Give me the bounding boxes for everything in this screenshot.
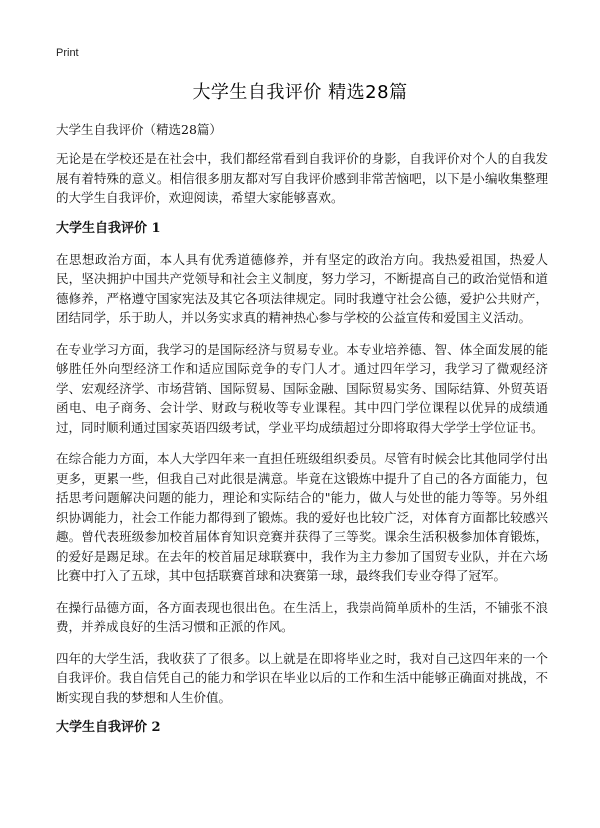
section-paragraph: 在专业学习方面，我学习的是国际经济与贸易专业。本专业培养德、智、体全面发展的能够胜任外向型经济工作和适应国际竞争的专门人才。通过四年学习，我学习了微观经济学、宏观经济学、市场营销、国际贸易、国际金融、国际贸易实务、国际结算、外贸英语函电、电子商务、会计学、财政与税收等专业课程。其中四门学位课程以优异的成绩通过，同时顺利通过国家英语四级考试，学业平均成绩超过分即将取得大学学士学位证书。 bbox=[56, 341, 548, 435]
article-body bbox=[56, 120, 548, 749]
section-heading: 大学生自我评价 1 bbox=[56, 220, 161, 236]
section-heading: 大学生自我评价 2 bbox=[56, 720, 161, 735]
intro-paragraph: 无论是在学校还是在社会中，我们都经常看到自我评价的身影，自我评价对个人的自我发展有着特殊的意义。相信很多朋友都对写自我评价感到非常苦恼吧，以下是小编收集整理的大学生自我评价，欢迎阅读，希望大家能够喜欢。 bbox=[56, 151, 548, 205]
section-paragraph: 在思想政治方面，本人具有优秀道德修养，并有坚定的政治方向。我热爱祖国，热爱人民，坚决拥护中国共产党领导和社会主义制度，努力学习，不断提高自己的政治觉悟和道德修养，严格遵守国家宪法及其它各项法律规定。同时我遵守社会公德，爱护公共财产，团结同学，乐于助人，并以务实求真的精神热心参与学校的公益宣传和爱国主义活动。 bbox=[56, 251, 548, 325]
section-paragraph: 在操行品德方面，各方面表现也很出色。在生活上，我崇尚简单质朴的生活，不铺张不浪费，并养成良好的生活习惯和正派的作风。 bbox=[56, 599, 548, 634]
article-subtitle: 大学生自我评价（精选28篇） bbox=[56, 122, 222, 137]
page-title: 大学生自我评价 精选28篇 bbox=[192, 82, 408, 103]
section-paragraph: 四年的大学生活，我收获了了很多。以上就是在即将毕业之时，我对自己这四年来的一个自我评价。我自信凭自己的能力和学识在毕业以后的工作和生活中能够正确面对挑战，不断实现自我的梦想和人生价值。 bbox=[56, 650, 548, 705]
section-paragraph: 在综合能力方面，本人大学四年来一直担任班级组织委员。尽管有时候会比其他同学付出更多，更累一些，但我自己对此很是满意。毕竟在这锻炼中提升了自己的各方面能力，包括思考问题解决问题的能力，理论和实际结合的"能力，做人与处世的能力等等。另外组织协调能力，社会工作能力都得到了锻炼。我的爱好也比较广泛，对体育方面都比较感兴趣。曾代表班级参加校首届体育知识竞赛并获得了三等奖。课余生活积极参加体育锻炼，的爱好是踢足球。在去年的校首届足球联赛中，我作为主力参加了国贸专业队，并在六场比赛中打入了五球，其中包括联赛首球和决赛第一球，最终我们专业夺得了冠军。 bbox=[56, 451, 548, 583]
print-label[interactable]: Print bbox=[56, 47, 79, 59]
